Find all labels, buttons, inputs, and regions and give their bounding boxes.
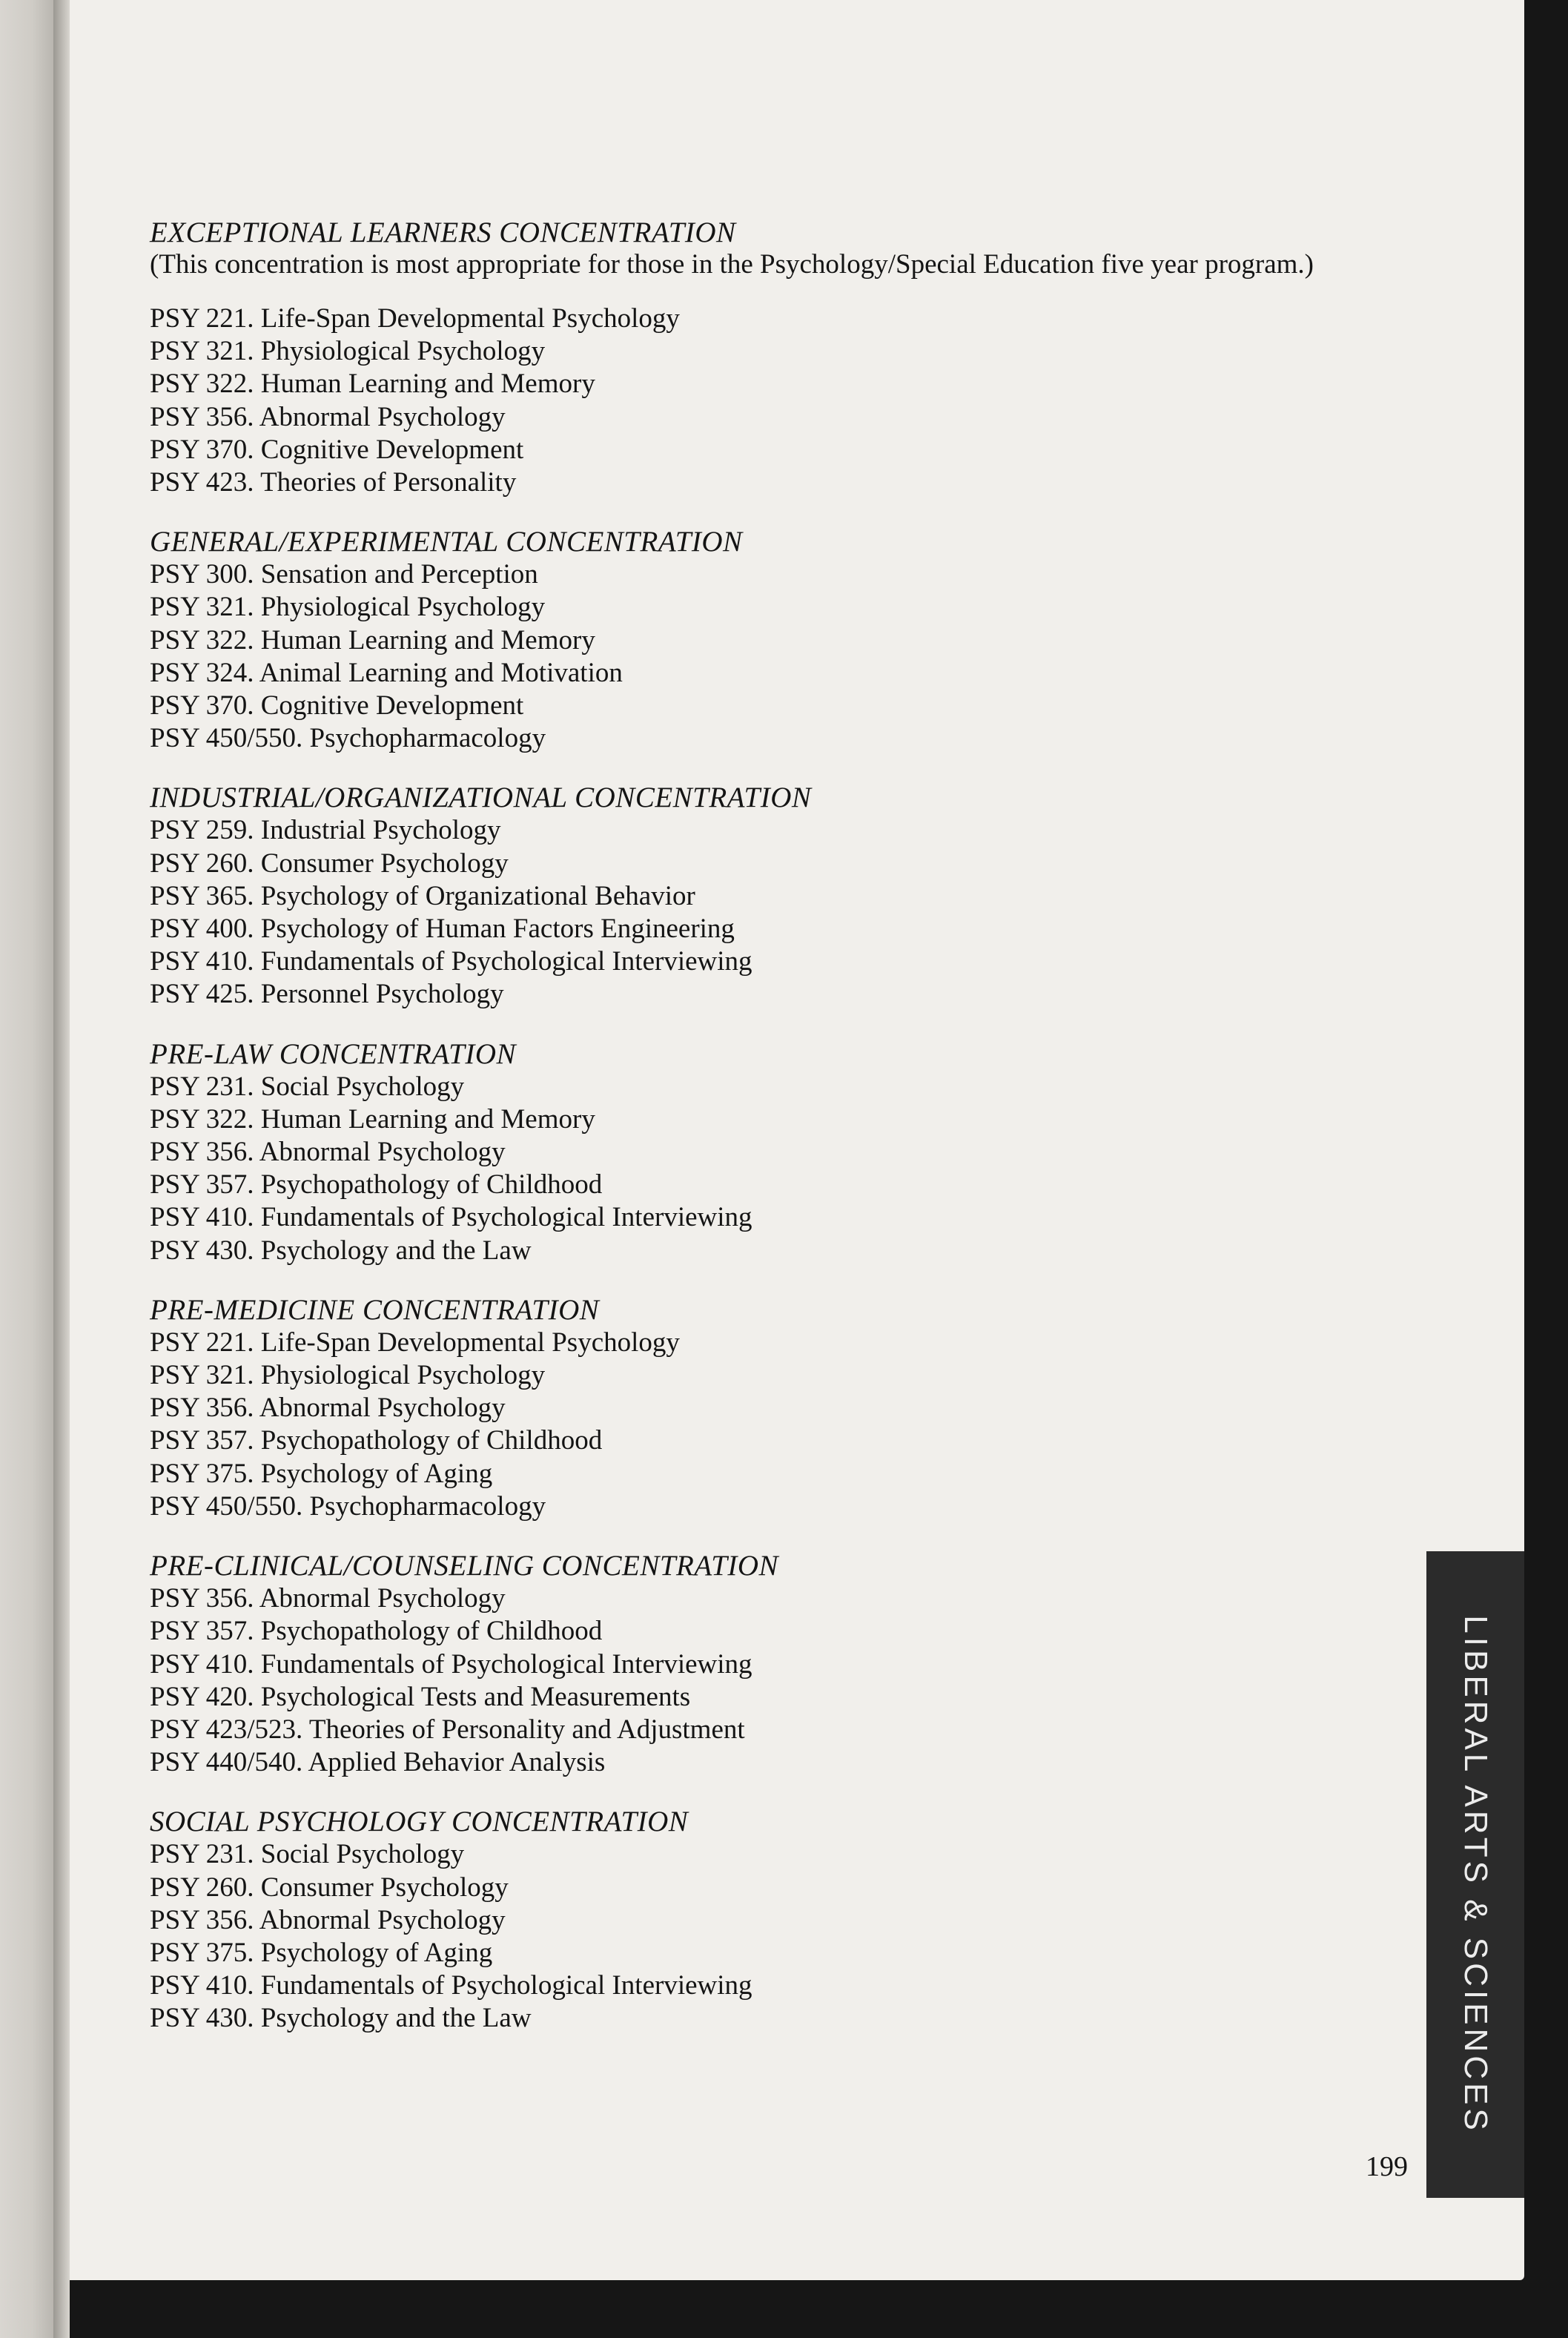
course-item: PSY 356. Abnormal Psychology <box>150 1583 506 1614</box>
thumb-tab-label: LIBERAL ARTS & SCIENCES <box>1458 1615 1494 2134</box>
spacer <box>150 280 1410 303</box>
course-item: PSY 356. Abnormal Psychology <box>150 1393 506 1424</box>
section-heading: PRE-MEDICINE CONCENTRATION <box>150 1293 600 1326</box>
course-item: PSY 322. Human Learning and Memory <box>150 624 595 656</box>
course-item: PSY 324. Animal Learning and Motivation <box>150 657 623 688</box>
section-social-psychology <box>150 1806 1410 2035</box>
section-exceptional-learners <box>150 217 1410 499</box>
section-thumb-tab <box>1426 1551 1524 2198</box>
course-item: PSY 322. Human Learning and Memory <box>150 369 595 400</box>
course-item: PSY 450/550. Psychopharmacology <box>150 723 546 754</box>
section-heading: GENERAL/EXPERIMENTAL CONCENTRATION <box>150 526 743 558</box>
course-item: PSY 300. Sensation and Perception <box>150 559 538 590</box>
section-heading: PRE-LAW CONCENTRATION <box>150 1037 517 1070</box>
course-item: PSY 260. Consumer Psychology <box>150 848 509 879</box>
section-note: (This concentration is most appropriate for those in the Psychology/Special Education five year program.) <box>150 249 1314 280</box>
section-heading: PRE-CLINICAL/COUNSELING CONCENTRATION <box>150 1550 779 1582</box>
course-item: PSY 260. Consumer Psychology <box>150 1872 509 1903</box>
book-gutter <box>53 0 70 2338</box>
section-heading: SOCIAL PSYCHOLOGY CONCENTRATION <box>150 1806 689 1838</box>
course-item: PSY 420. Psychological Tests and Measurements <box>150 1681 691 1712</box>
course-item: PSY 450/550. Psychopharmacology <box>150 1490 546 1522</box>
course-item: PSY 410. Fundamentals of Psychological Interviewing <box>150 946 752 977</box>
course-item: PSY 410. Fundamentals of Psychological Interviewing <box>150 1970 752 2001</box>
course-item: PSY 221. Life-Span Developmental Psychology <box>150 1327 680 1358</box>
course-item: PSY 231. Social Psychology <box>150 1071 465 1102</box>
course-item: PSY 321. Physiological Psychology <box>150 592 546 623</box>
course-item: PSY 423. Theories of Personality <box>150 467 517 498</box>
course-item: PSY 357. Psychopathology of Childhood <box>150 1616 603 1647</box>
course-item: PSY 357. Psychopathology of Childhood <box>150 1169 603 1201</box>
course-item: PSY 322. Human Learning and Memory <box>150 1103 595 1135</box>
section-pre-law <box>150 1038 1410 1267</box>
section-pre-clinical-counseling <box>150 1550 1410 1779</box>
course-item: PSY 400. Psychology of Human Factors Engineering <box>150 914 735 945</box>
course-item: PSY 410. Fundamentals of Psychological Interviewing <box>150 1648 752 1680</box>
course-item: PSY 365. Psychology of Organizational Behavior <box>150 880 695 911</box>
course-item: PSY 370. Cognitive Development <box>150 434 524 465</box>
course-item: PSY 430. Psychology and the Law <box>150 2003 532 2034</box>
course-item: PSY 356. Abnormal Psychology <box>150 1137 506 1168</box>
catalog-page <box>70 0 1524 2280</box>
section-industrial-organizational <box>150 782 1410 1011</box>
section-general-experimental <box>150 526 1410 755</box>
course-item: PSY 231. Social Psychology <box>150 1839 465 1870</box>
course-item: PSY 430. Psychology and the Law <box>150 1235 532 1266</box>
course-item: PSY 410. Fundamentals of Psychological Interviewing <box>150 1202 752 1233</box>
section-heading: INDUSTRIAL/ORGANIZATIONAL CONCENTRATION <box>150 782 812 814</box>
course-item: PSY 425. Personnel Psychology <box>150 979 504 1010</box>
course-item: PSY 375. Psychology of Aging <box>150 1937 493 1968</box>
page-number: 199 <box>1366 2151 1408 2182</box>
course-item: PSY 440/540. Applied Behavior Analysis <box>150 1747 606 1778</box>
course-item: PSY 221. Life-Span Developmental Psychology <box>150 303 680 334</box>
course-item: PSY 356. Abnormal Psychology <box>150 401 506 432</box>
course-item: PSY 321. Physiological Psychology <box>150 1360 546 1391</box>
section-pre-medicine <box>150 1294 1410 1523</box>
concentration-list <box>150 217 1410 2035</box>
course-item: PSY 375. Psychology of Aging <box>150 1458 493 1489</box>
course-item: PSY 357. Psychopathology of Childhood <box>150 1425 603 1456</box>
course-item: PSY 321. Physiological Psychology <box>150 336 546 367</box>
course-item: PSY 356. Abnormal Psychology <box>150 1904 506 1935</box>
course-item: PSY 259. Industrial Psychology <box>150 815 501 846</box>
section-heading: EXCEPTIONAL LEARNERS CONCENTRATION <box>150 217 736 248</box>
course-item: PSY 370. Cognitive Development <box>150 690 524 721</box>
left-page-edge <box>0 0 53 2338</box>
course-item: PSY 423/523. Theories of Personality and Adjustment <box>150 1714 745 1745</box>
